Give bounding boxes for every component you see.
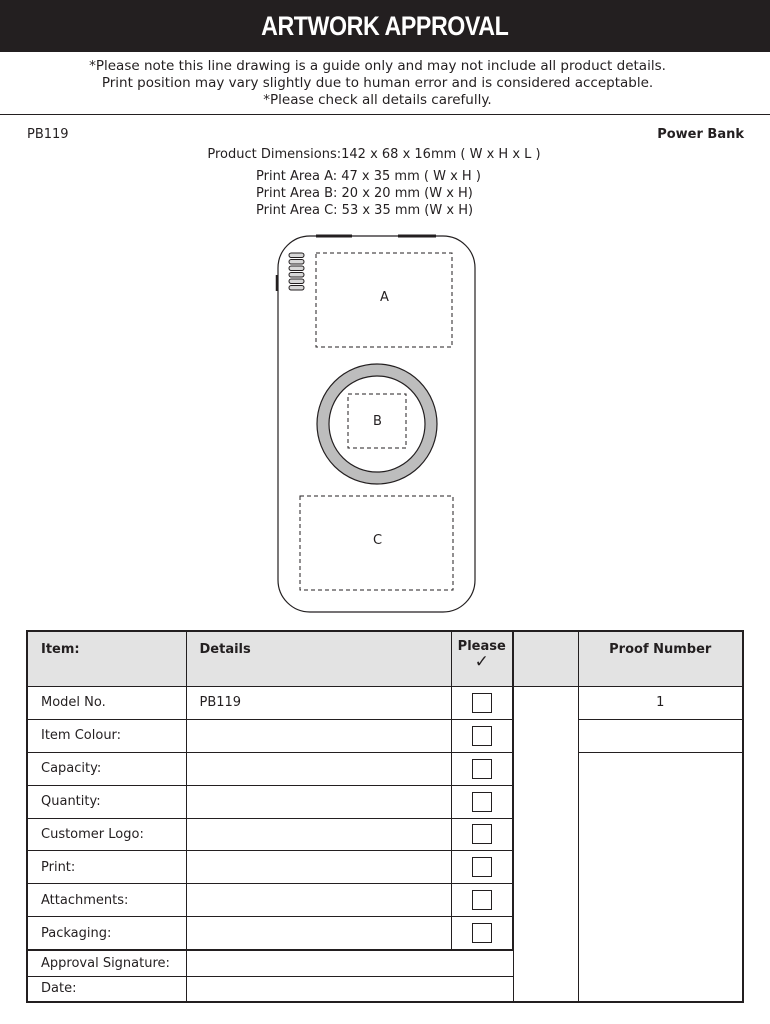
table-row xyxy=(27,687,743,720)
print-area-a-label: A xyxy=(380,290,389,305)
row-value[interactable] xyxy=(186,719,451,752)
row-value[interactable] xyxy=(186,818,451,851)
page-title: ARTWORK APPROVAL xyxy=(261,10,509,41)
proof-notes-area[interactable] xyxy=(578,752,743,1002)
signature-field[interactable] xyxy=(186,950,513,976)
header-please: Please xyxy=(457,639,506,654)
row-value[interactable] xyxy=(186,752,451,785)
print-area-c-spec: Print Area C: 53 x 35 mm (W x H) xyxy=(256,203,474,218)
approval-checkbox-cell xyxy=(451,818,513,851)
row-value[interactable] xyxy=(186,917,451,951)
header-item: Item: xyxy=(27,631,186,687)
row-value[interactable] xyxy=(186,785,451,818)
approval-checkbox-cell xyxy=(451,687,513,720)
approval-checkbox[interactable] xyxy=(472,792,492,812)
row-label: Model No. xyxy=(27,687,186,720)
date-field[interactable] xyxy=(186,976,513,1002)
proof-number-value: 1 xyxy=(578,687,743,720)
product-dimensions: Product Dimensions:142 x 68 x 16mm ( W x H x L ) xyxy=(207,147,541,162)
note-line: *Please check all details carefully. xyxy=(263,92,492,108)
row-value[interactable]: PB119 xyxy=(186,687,451,720)
spacer-column xyxy=(513,687,578,1003)
product-code: PB119 xyxy=(27,127,69,142)
checkmark-icon: ✓ xyxy=(474,652,489,672)
note-line: *Please note this line drawing is a guide only and may not include all product details. xyxy=(89,58,666,74)
table-header-row xyxy=(27,631,743,687)
signature-label: Approval Signature: xyxy=(27,950,186,976)
led-indicator-icon xyxy=(289,253,304,290)
approval-checkbox[interactable] xyxy=(472,890,492,910)
header-details: Details xyxy=(186,631,451,687)
date-label: Date: xyxy=(27,976,186,1002)
print-area-a-spec: Print Area A: 47 x 35 mm ( W x H ) xyxy=(256,169,481,184)
approval-form-table xyxy=(26,630,744,1003)
print-area-c-label: C xyxy=(373,533,383,548)
header-blank xyxy=(513,631,578,687)
approval-checkbox[interactable] xyxy=(472,824,492,844)
approval-checkbox-cell xyxy=(451,752,513,785)
row-label: Packaging: xyxy=(27,917,186,951)
row-label: Quantity: xyxy=(27,785,186,818)
approval-checkbox-cell xyxy=(451,719,513,752)
proof-number-blank[interactable] xyxy=(578,719,743,752)
approval-checkbox-cell xyxy=(451,884,513,917)
row-label: Customer Logo: xyxy=(27,818,186,851)
approval-checkbox-cell xyxy=(451,851,513,884)
print-area-b-label: B xyxy=(373,414,382,429)
product-type: Power Bank xyxy=(657,127,744,142)
row-label: Capacity: xyxy=(27,752,186,785)
approval-checkbox[interactable] xyxy=(472,857,492,877)
approval-checkbox[interactable] xyxy=(472,693,492,713)
header-proof-number: Proof Number xyxy=(578,631,743,687)
table-row xyxy=(27,752,743,785)
header-please-check xyxy=(451,631,513,687)
row-label: Attachments: xyxy=(27,884,186,917)
table-row xyxy=(27,719,743,752)
row-value[interactable] xyxy=(186,851,451,884)
row-label: Item Colour: xyxy=(27,719,186,752)
approval-checkbox[interactable] xyxy=(472,726,492,746)
row-value[interactable] xyxy=(186,884,451,917)
print-area-b-spec: Print Area B: 20 x 20 mm (W x H) xyxy=(256,186,473,201)
approval-checkbox[interactable] xyxy=(472,923,492,943)
approval-checkbox-cell xyxy=(451,917,513,951)
approval-checkbox[interactable] xyxy=(472,759,492,779)
row-label: Print: xyxy=(27,851,186,884)
approval-checkbox-cell xyxy=(451,785,513,818)
note-line: Print position may vary slightly due to human error and is considered acceptable. xyxy=(101,75,654,91)
